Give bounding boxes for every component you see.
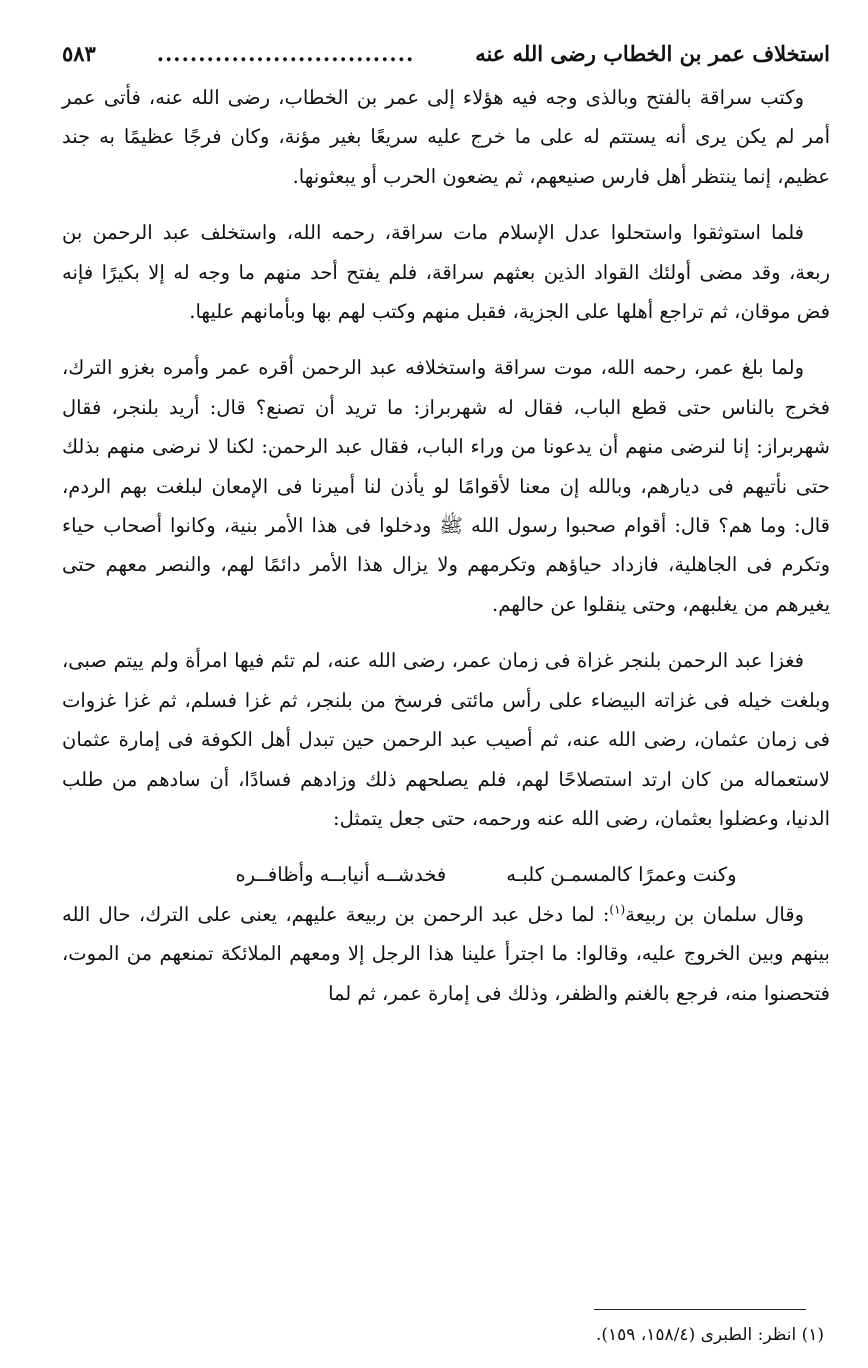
body-text: [62, 78, 830, 838]
book-page: [62, 30, 830, 1013]
paragraph-5: [62, 895, 830, 1013]
header-leader-dots: ...............................: [156, 41, 415, 66]
footnote: (١) انظر: الطبرى (١٥٨/٤، ١٥٩).: [595, 1325, 824, 1345]
footnote-reference: (١): [609, 902, 626, 917]
paragraph-2: فلما استوثقوا واستحلوا عدل الإسلام مات سراقة، رحمه الله، واستخلف عبد الرحمن بن ربعة، وقد مضى أولئك القواد الذين بعثهم سراقة، فلم يفتح أحد منهم ما وجه له إلا بكيرًا فإنه فض موقان، ثم تراجع أهلها على الجزية، فقبل منهم وكتب لهم بها وبأمانهم عليها.: [62, 221, 830, 324]
paragraph-5-rest: : لما دخل عبد الرحمن بن ربيعة عليهم، يعنى على الترك، حال الله بينهم وبين الخروج عليه، وقالوا: ما اجترأ علينا هذا الرجل إلا ومعهم الملائكة تمنعهم من الموت، فتحصنوا منه، فرجع بالغنم والظفر، وذلك فى إمارة عمر، ثم لما: [62, 902, 830, 1005]
verse-first-hemistich: وكنت وعمرًا كالمسمـن كلبـه: [506, 863, 737, 887]
poetry-verse: [62, 855, 830, 894]
chapter-title: استخلاف عمر بن الخطاب رضى الله عنه: [475, 41, 830, 66]
verse-second-hemistich: فخدشــه أنيابــه وأظافــره: [235, 863, 447, 887]
page-number: ٥٨٣: [62, 41, 96, 66]
paragraph-1: وكتب سراقة بالفتح وبالذى وجه فيه هؤلاء إلى عمر بن الخطاب، رضى الله عنه، فأتى عمر أمر لم يكن يرى أنه يستتم له على ما خرج عليه سريعًا بغير مؤنة، وكان فرجًا عظيمًا به جند عظيم، إنما ينتظر أهل فارس صنيعهم، ثم يضعون الحرب أو يبعثونها.: [62, 86, 830, 188]
paragraph-4: فغزا عبد الرحمن بلنجر غزاة فى زمان عمر، رضى الله عنه، لم تئم فيها امرأة ولم ييتم صبى، وبلغت خيله فى غزاته البيضاء على رأس مائتى فرسخ من بلنجر، ثم غزا فسلم، ثم غزا غزوات فى زمان عثمان، رضى الله عنه، ثم أصيب عبد الرحمن حين تبدل أهل الكوفة فى إمارة عثمان لاستعماله من كان ارتد استصلاحًا لهم، فلم يصلحهم ذلك وزادهم فسادًا، أن سادهم من طلب الدنيا، وعضلوا بعثمان، رضى الله عنه ورحمه، حتى جعل يتمثل:: [62, 649, 830, 830]
footnote-divider: [594, 1309, 806, 1310]
paragraph-3: ولما بلغ عمر، رحمه الله، موت سراقة واستخلافه عبد الرحمن أقره عمر وأمره بغزو الترك، فخرج بالناس حتى قطع الباب، فقال له شهربراز: ما تريد أن تصنع؟ قال: أريد بلنجر، فقال شهربراز: إنا لنرضى منهم أن يدعونا من وراء الباب، فقال عبد الرحمن: لكنا لا نرضى منهم بذلك حتى نأتيهم فى ديارهم، وبالله إن معنا لأقوامًا لو يأذن لنا أميرنا فى الإمعان لبلغت بهم الردم، قال: وما هم؟ قال: أقوام صحبوا رسول الله ﷺ ودخلوا فى هذا الأمر بنية، وكانوا أصحاب حياء وتكرم فى الجاهلية، فازداد حياؤهم وتكرمهم ولا يزال هذا الأمر دائمًا لهم، والنصر معهم حتى يغيرهم من يغلبهم، وحتى ينقلوا عن حالهم.: [62, 356, 830, 616]
running-header: [62, 30, 830, 78]
paragraph-5-start: وقال سلمان بن ربيعة: [625, 902, 804, 926]
closing-text: [62, 895, 830, 1013]
